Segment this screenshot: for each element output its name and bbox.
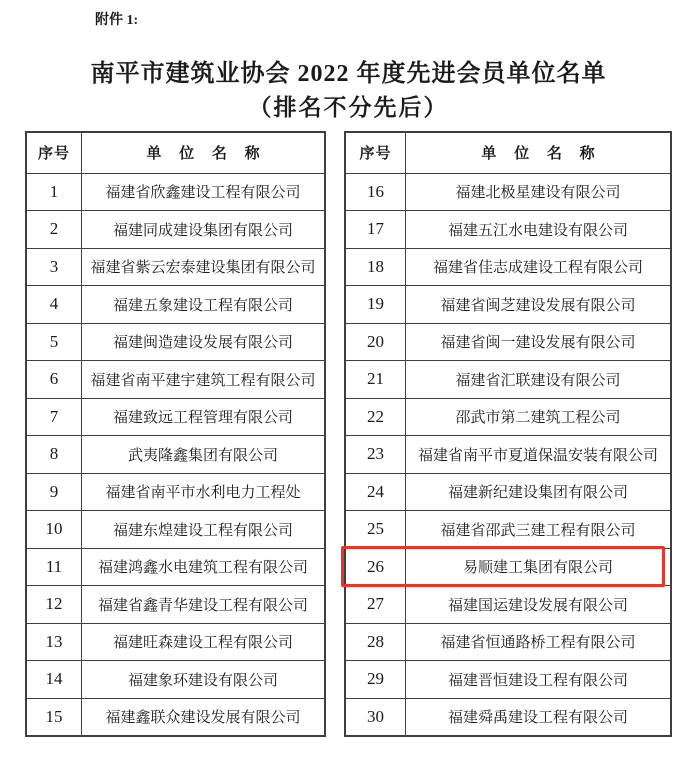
row-index: 6 [27, 361, 82, 398]
row-unit-name: 福建国运建设发展有限公司 [447, 597, 628, 614]
row-unit-name: 武夷隆鑫集团有限公司 [127, 447, 278, 464]
table-row [346, 323, 670, 361]
table-row [27, 473, 324, 511]
row-index: 30 [346, 699, 406, 736]
row-unit-name: 福建象环建设有限公司 [127, 672, 278, 689]
row-index: 22 [346, 399, 406, 436]
row-index: 5 [27, 324, 82, 361]
row-index: 9 [27, 474, 82, 511]
table-row [346, 285, 670, 323]
table-row [27, 398, 324, 436]
row-index: 26 [346, 549, 406, 586]
page-subtitle: （排名不分先后） [248, 95, 449, 120]
row-unit-name: 福建五江水电建设有限公司 [447, 222, 628, 239]
row-unit-name: 福建鸿鑫水电建筑工程有限公司 [97, 560, 308, 577]
table-row [346, 623, 670, 661]
table-row [27, 248, 324, 286]
header-unit-name: 单 位 名 称 [481, 146, 602, 163]
row-unit-name: 福建省汇联建设有限公司 [455, 372, 621, 389]
row-unit-name: 福建省闽一建设发展有限公司 [440, 335, 636, 352]
table-row [346, 473, 670, 511]
table-row [346, 360, 670, 398]
table-row [346, 173, 670, 211]
row-index: 7 [27, 399, 82, 436]
row-index: 24 [346, 474, 406, 511]
row-unit-name: 福建省佳志成建设工程有限公司 [432, 260, 643, 277]
row-unit-name: 福建鑫联众建设发展有限公司 [105, 710, 301, 727]
row-unit-name: 福建省鑫青华建设工程有限公司 [97, 597, 308, 614]
page-title: 南平市建筑业协会 2022 年度先进会员单位名单 [90, 61, 607, 87]
table-row [346, 660, 670, 698]
header-index: 序号 [346, 133, 406, 173]
row-index: 23 [346, 436, 406, 473]
row-unit-name: 福建同成建设集团有限公司 [112, 222, 293, 239]
row-index: 1 [27, 174, 82, 211]
table-row [27, 510, 324, 548]
table-row [27, 210, 324, 248]
table-header-row [27, 133, 324, 173]
row-index: 19 [346, 286, 406, 323]
row-unit-name: 邵武市第二建筑工程公司 [455, 410, 621, 427]
row-unit-name: 福建闽造建设发展有限公司 [112, 335, 293, 352]
row-unit-name: 福建五象建设工程有限公司 [112, 297, 293, 314]
row-unit-name: 福建北极星建设有限公司 [455, 185, 621, 202]
table-row [27, 698, 324, 736]
row-index: 16 [346, 174, 406, 211]
row-unit-name: 福建东煌建设工程有限公司 [112, 522, 293, 539]
row-unit-name: 福建省南平市夏道保温安装有限公司 [417, 447, 658, 464]
row-index: 2 [27, 211, 82, 248]
row-index: 27 [346, 586, 406, 623]
row-unit-name: 福建省闽芝建设发展有限公司 [440, 297, 636, 314]
row-unit-name: 福建新纪建设集团有限公司 [447, 485, 628, 502]
row-index: 17 [346, 211, 406, 248]
row-unit-name: 福建舜禹建设工程有限公司 [447, 710, 628, 727]
tables-container [25, 131, 672, 737]
table-row [27, 173, 324, 211]
row-index: 12 [27, 586, 82, 623]
row-unit-name: 福建省欣鑫建设工程有限公司 [105, 185, 301, 202]
table-row [346, 248, 670, 286]
table-row [346, 210, 670, 248]
row-unit-name: 福建省南平市水利电力工程处 [105, 485, 301, 502]
attachment-label: 附件 1: [95, 13, 139, 28]
row-index: 10 [27, 511, 82, 548]
row-index: 4 [27, 286, 82, 323]
row-index: 21 [346, 361, 406, 398]
row-index: 29 [346, 661, 406, 698]
table-header-row [346, 133, 670, 173]
member-table-right [344, 131, 672, 737]
table-row [346, 585, 670, 623]
row-index: 13 [27, 624, 82, 661]
row-unit-name: 福建省恒通路桥工程有限公司 [440, 635, 636, 652]
table-row [27, 660, 324, 698]
row-unit-name: 福建致远工程管理有限公司 [112, 410, 293, 427]
row-unit-name: 福建旺森建设工程有限公司 [112, 635, 293, 652]
row-unit-name: 福建省邵武三建工程有限公司 [440, 522, 636, 539]
row-unit-name: 福建晋恒建设工程有限公司 [447, 672, 628, 689]
table-row [346, 398, 670, 436]
member-table-left [25, 131, 326, 737]
table-row [27, 548, 324, 586]
row-index: 8 [27, 436, 82, 473]
row-index: 15 [27, 699, 82, 736]
row-unit-name: 福建省紫云宏泰建设集团有限公司 [90, 260, 316, 277]
row-index: 28 [346, 624, 406, 661]
table-row [27, 435, 324, 473]
row-unit-name: 易顺建工集团有限公司 [462, 560, 613, 577]
table-row [27, 285, 324, 323]
row-index: 20 [346, 324, 406, 361]
row-index: 11 [27, 549, 82, 586]
table-row [27, 323, 324, 361]
table-row [27, 360, 324, 398]
row-index: 3 [27, 249, 82, 286]
row-unit-name: 福建省南平建宇建筑工程有限公司 [90, 372, 316, 389]
table-row [346, 698, 670, 736]
row-index: 18 [346, 249, 406, 286]
header-unit-name: 单 位 名 称 [146, 146, 267, 163]
table-row [27, 585, 324, 623]
table-row [346, 435, 670, 473]
header-index: 序号 [27, 133, 82, 173]
table-row [346, 510, 670, 548]
row-index: 14 [27, 661, 82, 698]
table-row [346, 548, 670, 586]
row-index: 25 [346, 511, 406, 548]
table-row [27, 623, 324, 661]
